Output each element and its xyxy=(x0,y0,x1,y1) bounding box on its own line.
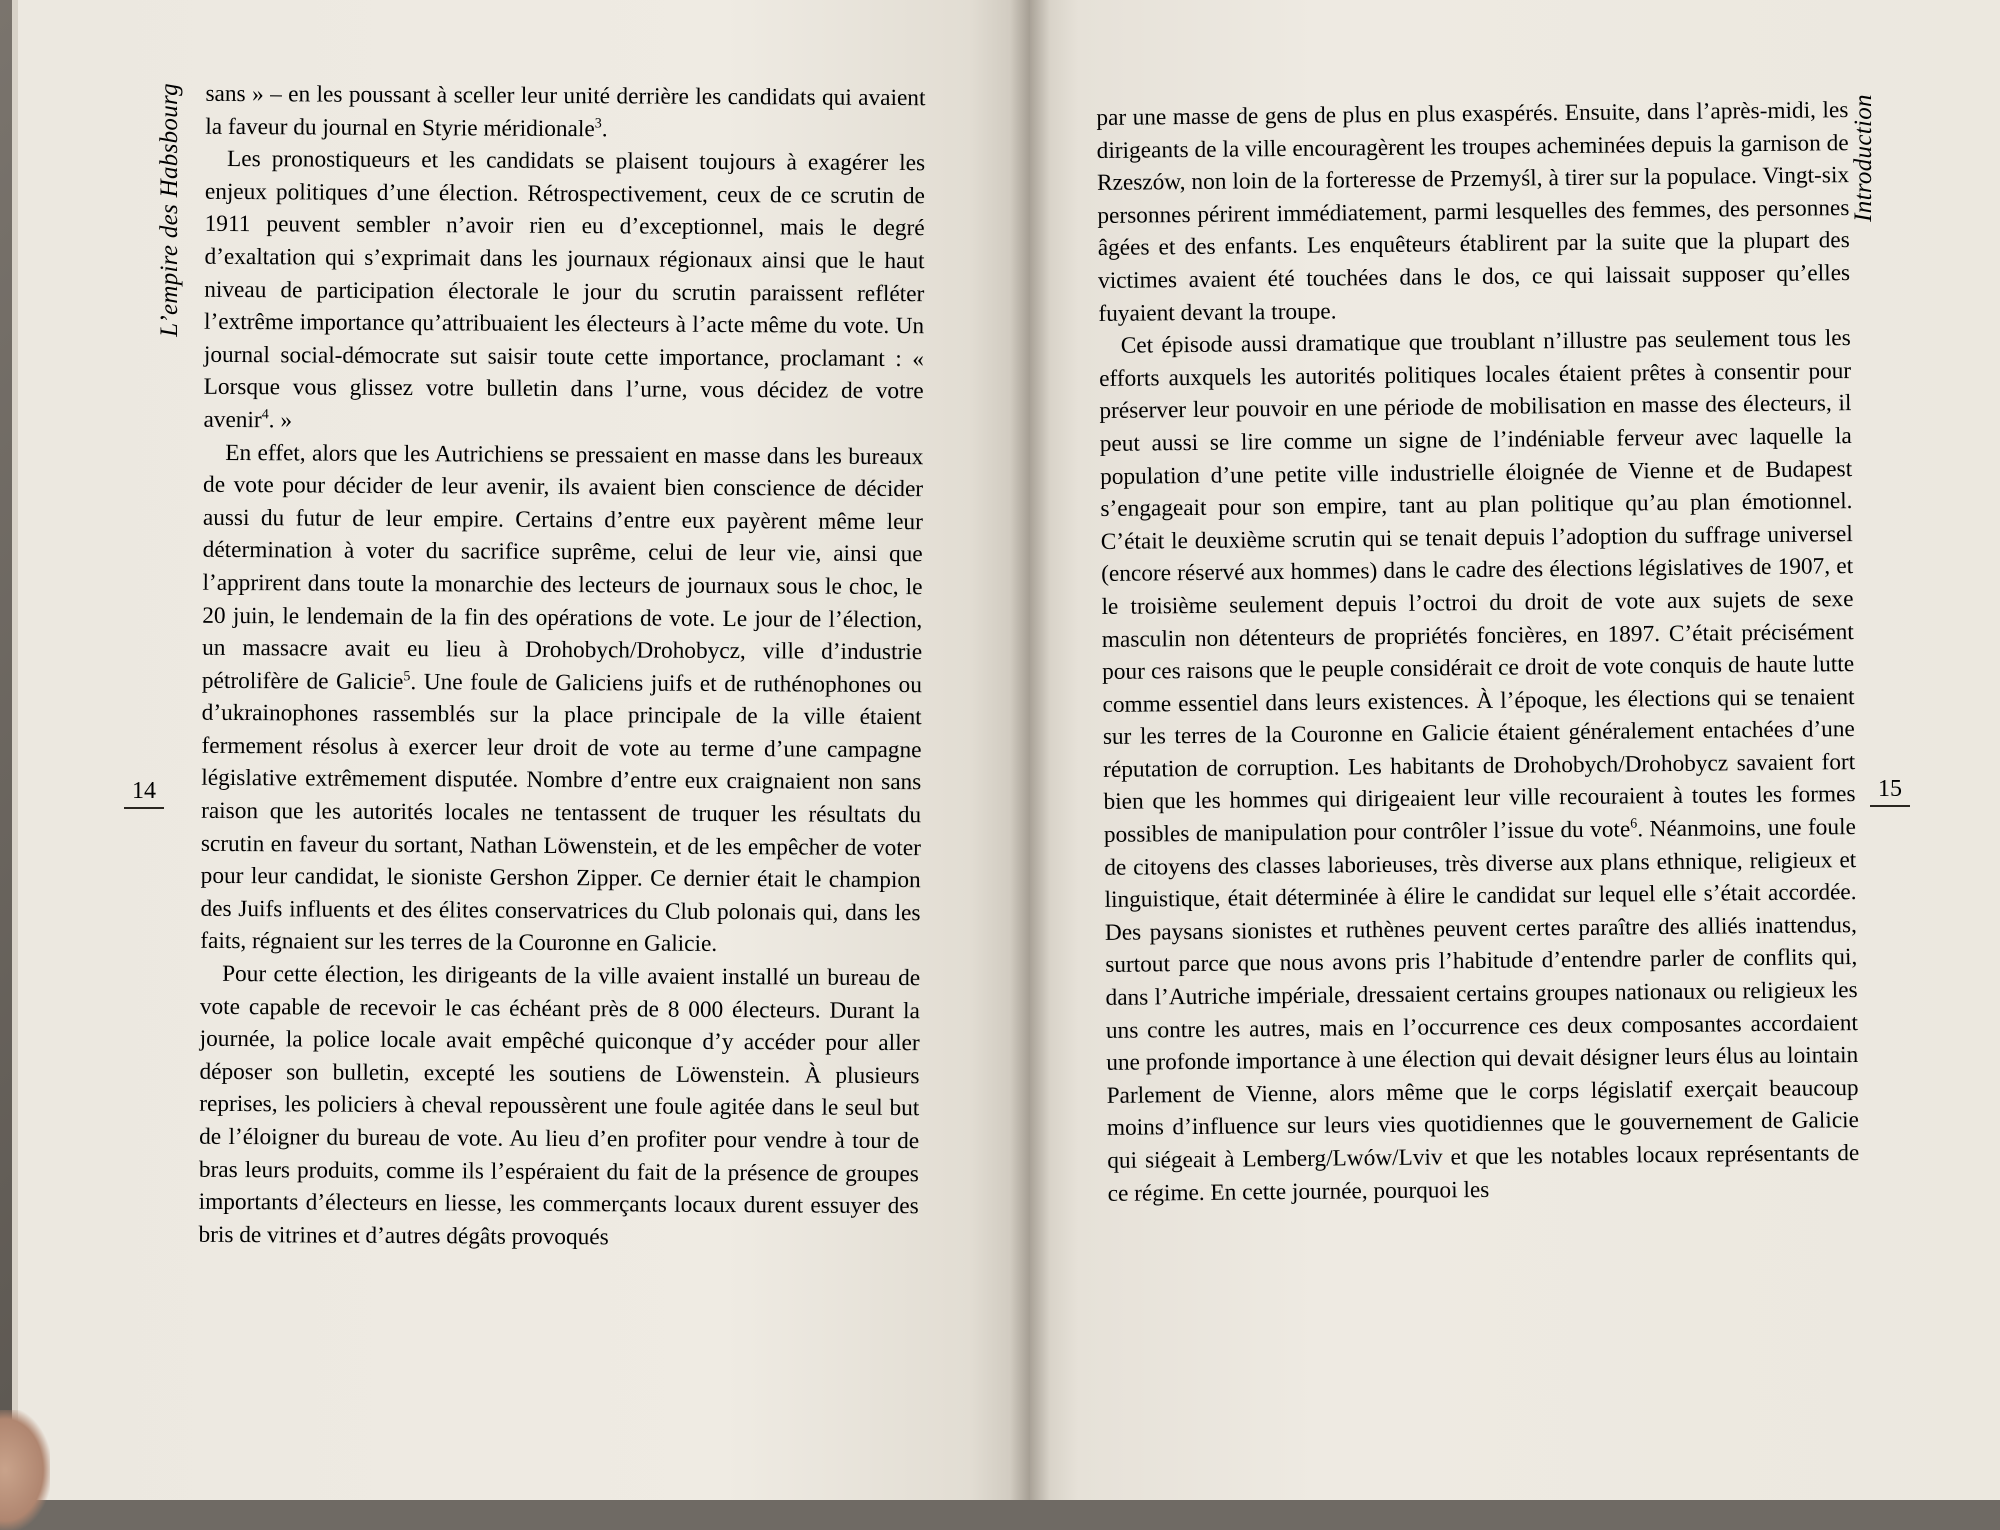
paragraph-text: par une masse de gens de plus en plus exaspérés. Ensuite, dans l’après-midi, les dirigeants de la ville encouragèrent les troupes acheminées depuis la garnison de Rzeszów, non loin de la forteresse de Przemyśl, à tirer sur la populace. Vingt-six personnes périrent immédiatement, parmi lesquelles des femmes, des personnes âgées et des enfants. Les enquêteurs établirent par la suite que la plupart des victimes avaient été touchées dans le dos, ce qui laissait supposer qu’elles fuyaient devant la troupe. xyxy=(1096,97,1851,327)
footnote-marker: 4 xyxy=(261,407,269,423)
paragraph-text: Cet épisode aussi dramatique que troublant n’illustre pas seulement tous les efforts auxquels les autorités politiques locales étaient prêtes à consentir pour préserver leur pouvoir en une période de mobilisation en masse des électeurs, il peut aussi se lire comme un signe de l’indéniable ferveur avec laquelle la population d’une petite ville industrielle éloignée de Vienne et de Budapest s’engageait pour son empire, tant au plan politique qu’au plan émotionnel. C’était le deuxième scrutin qui se tenait depuis l’adoption du suffrage universel (encore réservé aux hommes) dans le cadre des élections législatives de 1907, et le troisième seulement depuis l’octroi du droit de vote aux sujets de sexe masculin non détenteurs de propriétés foncières, en 1897. C’était précisément pour ces raisons que le peuple considérait ce droit de vote conquis de haute lutte comme essentiel dans leurs existences. À l’époque, les élections qui se tenaient sur les terres de la Couronne en Galicie étaient généralement entachées d’une réputation de corruption. Les habitants de Drohobych/Drohobycz savaient fort bien que les hommes qui dirigeaient leur ville recouraient à toutes les formes possibles de manipulation pour contrôler l’issue du vote xyxy=(1098,325,1856,848)
paragraph-text: Les pronostiqueurs et les candidats se plaisent toujours à exagérer les enjeux politiques d’une élection. Rétrospectivement, ceux de ce scrutin de 1911 peuvent sembler n’avoir rien eu d’exceptionnel, mais le degré d’exaltation qui s’exprimait dans les journaux régionaux ainsi que le haut niveau de participation électorale le jour du scrutin paraissent refléter l’extrême importance qu’attribuaient les électeurs à l’acte même du vote. Un journal social-démocrate sut saisir toute cette importance, proclamant : « Lorsque vous glissez votre bulletin dans l’urne, vous décidez de votre avenir xyxy=(203,146,926,434)
paragraph-tail: . xyxy=(601,115,608,142)
paragraph xyxy=(205,78,925,148)
paragraph-tail: . Une foule de Galiciens juifs et de ruthénophones ou d’ukrainophones rassemblés sur la place principale de la ville étaient fermement résolus à exercer leur droit de vote au terme d’une campagne législative extrêmement disputée. Nombre d’entre eux craignaient non sans raison que les autorités locales ne tentassent de truquer les résultats du scrutin en faveur du sortant, Nathan Löwenstein, et de les empêcher de voter pour leur candidat, le sioniste Gershon Zipper. Ce dernier était le champion des Juifs influents et des élites conservatrices du Club polonais qui, dans les faits, régnaient sur les terres de la Couronne en Galicie. xyxy=(200,668,922,958)
left-running-head: L’empire des Habsbourg xyxy=(156,83,183,337)
book-gutter xyxy=(1010,0,1050,1500)
paragraph xyxy=(198,958,920,1256)
thumb xyxy=(0,1410,50,1530)
paragraph-text: sans » – en les poussant à sceller leur unité derrière les candidats qui avaient la faveur du journal en Styrie méridionale xyxy=(205,80,926,142)
paragraph xyxy=(203,143,925,441)
right-running-head: Introduction xyxy=(1850,94,1877,222)
paragraph-tail: . Néanmoins, une foule de citoyens des classes laborieuses, très diverse aux plans ethnique, religieux et linguistique, était déterminée à élire le candidat sur lequel elle s’était accordée. Des paysans sionistes et ruthènes peuvent certes paraître des alliés inattendus, surtout parce que nous avons pris l’habitude d’entendre parler de conflits qui, dans l’Autriche impériale, dressaient certains groupes nationaux ou religieux les uns contre les autres, mais en l’occurrence ces deux composantes accordaient une profonde importance à une élection qui devait désigner leurs élus au lointain Parlement de Vienne, alors même que le corps législatif exerçait beaucoup moins d’influence sur leurs vies quotidiennes que le gouvernement de Galicie qui siégeait à Lemberg/Lwów/Lviv et que les notables locaux représentants de ce régime. En cette journée, pourquoi les xyxy=(1104,814,1860,1207)
paragraph xyxy=(1099,322,1860,1210)
footnote-marker: 6 xyxy=(1630,816,1638,832)
paragraph xyxy=(1096,94,1850,330)
paragraph-text: Pour cette élection, les dirigeants de la ville avaient installé un bureau de vote capable de recevoir le cas échéant près de 8 000 électeurs. Durant la journée, la police locale avait empêché quiconque d’y accéder pour aller déposer son bulletin, excepté les soutiens de Löwenstein. À plusieurs reprises, les policiers à cheval repoussèrent une foule agitée dans le seul but de l’éloigner du bureau de vote. Au lieu d’en profiter pour vendre à tour de bras leurs produits, comme ils l’espéraient du fait de la présence de groupes importants d’électeurs en liesse, les commerçants locaux durent essuyer des bris de vitrines et d’autres dégâts provoqués xyxy=(198,960,921,1251)
paragraph-tail: . » xyxy=(268,407,293,434)
paragraph-text: En effet, alors que les Autrichiens se pressaient en masse dans les bureaux de vote pour décider de leur avenir, ils avaient bien conscience de décider aussi du futur de leur empire. Certains d’entre eux payèrent même leur détermination à voter du sacrifice suprême, celui de leur vie, ainsi que l’apprirent dans toute la monarchie des lecteurs de journaux sous le choc, le 20 juin, le lendemain de la fin des opérations de vote. Le jour de l’élection, un massacre avait eu lieu à Drohobych/Drohobycz, ville d’industrie pétrolifère de Galicie xyxy=(201,439,924,695)
paragraph xyxy=(200,436,923,962)
right-page-number: 15 xyxy=(1870,776,1910,807)
footnote-marker: 5 xyxy=(403,668,411,684)
footnote-marker: 3 xyxy=(594,116,602,132)
left-text-block xyxy=(198,78,925,1256)
right-text-block xyxy=(1096,94,1860,1210)
left-page-number: 14 xyxy=(124,778,164,809)
